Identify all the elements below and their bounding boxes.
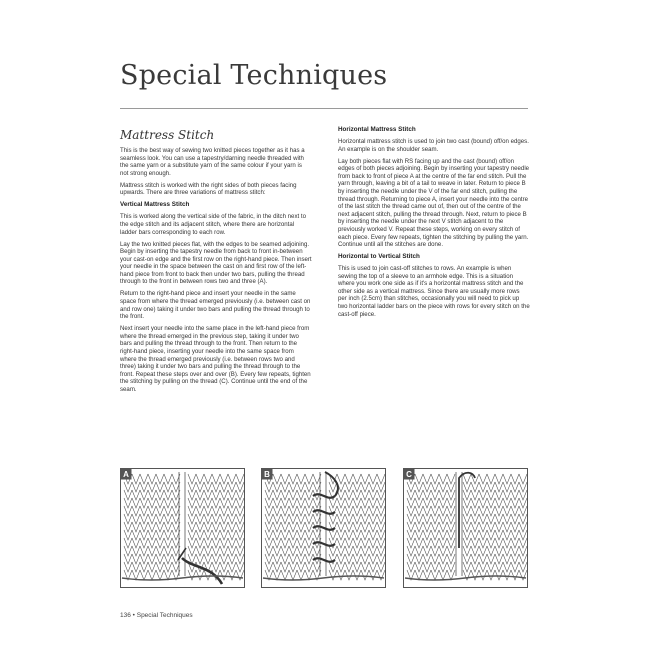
horizontal-to-vertical-paragraph: This is used to join cast-off stitches to rows. An example is when sewing the top of a sleeve to an armhole edge. This is a situation where you work one side as if it's a horizontal mattress stitch and the other side as a vertical mattress. Since there are usually more rows per inch (2.5cm) than stitches, occasionally you will need to pick up two horizontal ladder bars on the piece with rows for every stitch on the cast-off piece. bbox=[338, 265, 530, 318]
vertical-paragraph-3: Return to the right-hand piece and insert your needle in the same space from where the thread emerged previously (i.e. between cast on and row one) taking it under two bars and pulling the thread through to the front. bbox=[120, 290, 311, 321]
horizontal-mattress-heading: Horizontal Mattress Stitch bbox=[338, 126, 416, 133]
figure-b-illustration bbox=[261, 468, 386, 588]
horizontal-to-vertical-heading: Horizontal to Vertical Stitch bbox=[338, 253, 420, 261]
page-footer: 136 • Special Techniques bbox=[120, 612, 193, 619]
page-title: Special Techniques bbox=[120, 60, 388, 91]
figure-c bbox=[403, 468, 528, 588]
horizontal-paragraph-1: Horizontal mattress stitch is used to join two cast (bound) off/on edges. An example is on the shoulder seam. bbox=[338, 137, 529, 153]
vertical-paragraph-2: Lay the two knitted pieces flat, with the edges to be seamed adjoining. Begin by inserting the tapestry needle from back to front in-between your cast-on edge and the first row on the right-hand piece. Then insert your needle in the space between the cast on and first row of the left-hand piece from front to back then under two bars, pulling the thread through to the front in between rows two and three (A). bbox=[120, 240, 312, 286]
figure-c-label: C bbox=[406, 470, 412, 479]
figure-c-illustration bbox=[403, 468, 528, 588]
figure-b bbox=[261, 468, 386, 588]
mattress-stitch-heading: Mattress Stitch bbox=[120, 128, 215, 142]
intro-paragraph-2: Mattress stitch is worked with the right sides of both pieces facing upwards. There are three variations of mattress stitch: bbox=[120, 181, 297, 197]
vertical-paragraph-4: Next insert your needle into the same place in the left-hand piece from where the thread emerged in the previous step, taking it under two bars and pulling the thread through to the front. Then return to the right-hand piece, inserting your needle into the same space from where the thread emerged previously (i.e. between rows two and three) taking it under two bars and pulling the thread through to the front. Repeat these steps over and over (B). Every few repeats, tighten the stitching by pulling on the thread (C). Continue until the end of the seam. bbox=[120, 325, 311, 393]
intro-paragraph: This is the best way of sewing two knitted pieces together as it has a seamless look. You can use a tapestry/darning needle threaded with the same yarn or a substitute yarn of the same colour if your yarn is not strong enough. bbox=[120, 147, 305, 177]
left-column bbox=[120, 128, 312, 398]
figure-strip bbox=[120, 468, 528, 588]
right-column bbox=[338, 126, 530, 323]
title-rule bbox=[120, 108, 528, 109]
figure-b-label: B bbox=[264, 470, 270, 479]
vertical-paragraph-1: This is worked along the vertical side of the fabric, in the ditch next to the edge stitch and its adjacent stitch, where there are horizontal ladder bars corresponding to each row. bbox=[120, 213, 306, 236]
figure-a bbox=[120, 468, 245, 588]
vertical-mattress-heading: Vertical Mattress Stitch bbox=[120, 201, 190, 209]
figure-a-illustration bbox=[120, 468, 245, 588]
figure-a-label: A bbox=[123, 470, 129, 479]
horizontal-paragraph-2: Lay both pieces flat with RS facing up and the cast (bound) off/on edges of both pieces adjoining. Begin by inserting your tapestry needle from back to front of piece A at the centre of the far end stitch. Pull the yarn through, leaving a bit of a tail to weave in later. Return to piece B by inserting the needle under the V of the far end stitch, pulling the thread through. Returning to piece A, insert your needle into the centre of the last stitch the thread came out of, then out of the centre of the next adjacent stitch, pulling the thread through. Next, return to piece B by inserting the needle under the next V stitch adjacent to the previously worked V. Repeat these steps, working on every stitch of each piece. Every few repeats, tighten the stitching by pulling the yarn. Continue until all the stitches are done. bbox=[338, 157, 530, 249]
